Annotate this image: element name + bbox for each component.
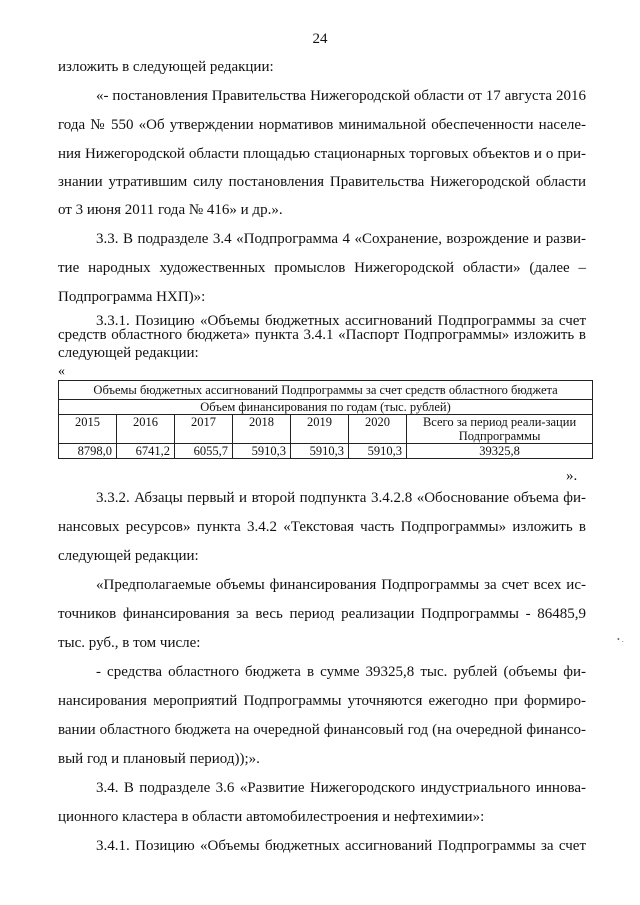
text-line: от 3 июня 2011 года № 416» и др.». <box>58 202 283 218</box>
budget-table <box>58 380 593 459</box>
close-quote: ». <box>566 468 578 484</box>
text-line: 3.4. В подразделе 3.6 «Развитие Нижегородского индустриального иннова- <box>96 780 586 796</box>
text-line: средств областного бюджета» пункта 3.4.1 «Паспорт Подпрограммы» изложить в <box>58 327 586 343</box>
value-cell: 5910,3 <box>233 444 291 459</box>
table-subtitle: Объем финансирования по годам (тыс. рублей) <box>59 400 593 415</box>
total-header-cell: Всего за период реали-зации Подпрограммы <box>407 415 593 444</box>
text-line: ния Нижегородской области площадью стационарных торговых объектов и о при- <box>58 146 586 162</box>
year-cell: 2017 <box>175 415 233 444</box>
year-cell: 2019 <box>291 415 349 444</box>
year-cell: 2020 <box>349 415 407 444</box>
text-line: вый год и плановый период));». <box>58 751 260 767</box>
text-line: «- постановления Правительства Нижегородской области от 17 августа 2016 <box>96 88 586 104</box>
table-title-row <box>59 381 593 400</box>
text-line: 3.4.1. Позицию «Объемы бюджетных ассигнований Подпрограммы за счет <box>96 838 586 854</box>
text-line: Подпрограмма НХП)»: <box>58 289 206 305</box>
text-line: нансирования мероприятий Подпрограммы уточняются ежегодно при формиро- <box>58 693 586 709</box>
text-line: вании областного бюджета на очередной финансовый год (на очередной финансо- <box>58 722 586 738</box>
text-line: следующей редакции: <box>58 548 199 564</box>
text-line: года № 550 «Об утверждении нормативов минимальной обеспеченности населе- <box>58 117 586 133</box>
open-quote: « <box>58 364 65 379</box>
page-number: 24 <box>312 31 328 47</box>
year-cell: 2018 <box>233 415 291 444</box>
text-line: знании утратившим силу постановления Правительства Нижегородской области <box>58 174 586 190</box>
text-line: 3.3.2. Абзацы первый и второй подпункта 3.4.2.8 «Обоснование объема фи- <box>96 490 586 506</box>
text-line: ционного кластера в области автомобилестроения и нефтехимии»: <box>58 809 485 825</box>
text-line: изложить в следующей редакции: <box>58 59 274 75</box>
year-cell: 2015 <box>59 415 117 444</box>
table-subtitle-row <box>59 400 593 415</box>
table-header-row <box>59 415 593 444</box>
text-line: нансовых ресурсов» пункта 3.4.2 «Текстовая часть Подпрограммы» изложить в <box>58 519 586 535</box>
value-cell: 5910,3 <box>291 444 349 459</box>
value-cell: 6741,2 <box>117 444 175 459</box>
year-cell: 2016 <box>117 415 175 444</box>
table-title: Объемы бюджетных ассигнований Подпрограммы за счет средств областного бюджета <box>59 381 593 400</box>
text-line: тие народных художественных промыслов Нижегородской области» (далее – <box>58 260 586 276</box>
total-value-cell: 39325,8 <box>407 444 593 459</box>
text-line: следующей редакции: <box>58 345 199 361</box>
margin-mark: • . <box>617 635 624 644</box>
value-cell: 5910,3 <box>349 444 407 459</box>
text-line: тыс. руб., в том числе: <box>58 635 201 651</box>
text-line: 3.3.1. Позицию «Объемы бюджетных ассигнований Подпрограммы за счет <box>96 313 586 329</box>
text-line: 3.3. В подразделе 3.4 «Подпрограмма 4 «Сохранение, возрождение и разви- <box>96 231 586 247</box>
text-line: «Предполагаемые объемы финансирования Подпрограммы за счет всех ис- <box>96 577 586 593</box>
value-cell: 8798,0 <box>59 444 117 459</box>
text-line: - средства областного бюджета в сумме 39325,8 тыс. рублей (объемы фи- <box>96 664 586 680</box>
text-line: точников финансирования за весь период реализации Подпрограммы - 86485,9 <box>58 606 586 622</box>
value-cell: 6055,7 <box>175 444 233 459</box>
table-row <box>59 444 593 459</box>
